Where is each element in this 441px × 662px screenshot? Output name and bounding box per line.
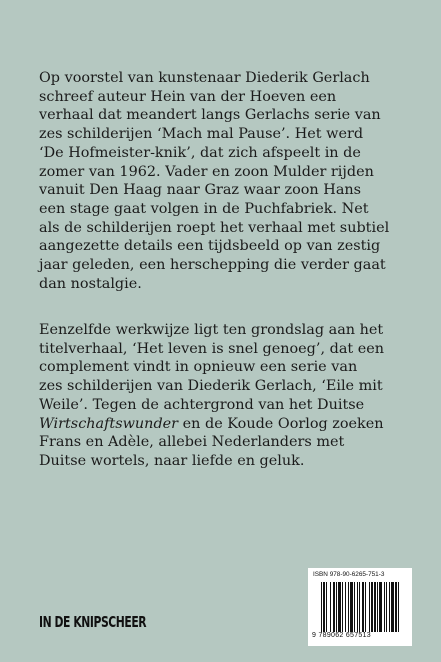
barcode-bar	[323, 582, 325, 632]
barcode-bar	[377, 582, 378, 632]
text-line: ‘De Hofmeister-knik’, dat zich afspeelt in de	[39, 144, 361, 161]
text-line: aangezette details een tijdsbeeld op van zestig	[39, 238, 381, 255]
publisher-logo: IN DE KNIPSCHEER	[39, 613, 147, 631]
text-line: zomer van 1962. Vader en zoon Mulder rijden	[39, 163, 374, 180]
text-segment: en de Koude Oorlog zoeken	[178, 415, 384, 432]
barcode-bar	[348, 582, 349, 632]
text-line: Frans en Adèle, allebei Nederlanders met	[39, 434, 345, 451]
barcode-bar	[365, 582, 366, 632]
barcode-bar	[379, 582, 382, 632]
text-line: schreef auteur Hein van der Hoeven een	[39, 88, 337, 105]
isbn-number: ISBN 978-90-6265-751-3	[313, 571, 385, 578]
barcode-digits: 9 789062 657513	[312, 632, 371, 639]
barcode-bar	[398, 582, 399, 632]
text-line: complement vindt in opnieuw een serie van	[39, 359, 358, 376]
barcode-bar	[350, 582, 353, 632]
barcode-bar	[336, 582, 337, 632]
text-line: Eenzelfde werkwijze ligt ten grondslag aan het	[39, 322, 384, 338]
barcode-bar	[326, 582, 327, 632]
barcode-bars	[321, 582, 407, 632]
barcode-bar	[389, 582, 390, 632]
barcode-bar	[374, 582, 376, 632]
barcode-bar	[395, 582, 397, 632]
barcode-bar	[342, 582, 343, 632]
barcode-bar	[357, 582, 358, 632]
barcode-bar	[371, 582, 373, 632]
text-line	[39, 415, 411, 434]
barcode-bar	[338, 582, 341, 632]
barcode-bar	[359, 582, 360, 632]
barcode-bar	[362, 582, 364, 632]
barcode-bar	[345, 582, 346, 632]
barcode-bar	[391, 582, 394, 632]
barcode-bar	[384, 582, 385, 632]
text-line: Duitse wortels, naar liefde en geluk.	[39, 452, 305, 469]
text-line: vanuit Den Haag naar Graz waar zoon Hans	[39, 182, 362, 199]
text-line: Op voorstel van kunstenaar Diederik Gerlach	[39, 70, 370, 86]
text-line: als de schilderijen roept het verhaal met subtiel	[39, 219, 390, 236]
text-line: dan nostalgie.	[39, 275, 142, 292]
text-line: jaar geleden, een herschepping die verder gaat	[39, 257, 386, 274]
text-line: zes schilderijen ‘Mach mal Pause’. Het werd	[39, 126, 364, 143]
text-line: Weile’. Tegen de achtergrond van het Duitse	[39, 396, 365, 413]
barcode-bar	[369, 582, 370, 632]
text-line: een stage gaat volgen in de Puchfabriek. Net	[39, 200, 369, 217]
barcode-bar	[354, 582, 355, 632]
text-line: zes schilderijen van Diederik Gerlach, ‘Eile mit	[39, 378, 383, 395]
text-line: verhaal dat meandert langs Gerlachs serie van	[39, 107, 381, 124]
barcode-bar	[333, 582, 335, 632]
blurb-paragraph-1	[39, 69, 411, 293]
italic-term: Wirtschaftswunder	[39, 415, 179, 432]
isbn-barcode	[308, 568, 412, 646]
barcode-bar	[330, 582, 331, 632]
text-line: titelverhaal, ‘Het leven is snel genoeg’, dat een	[39, 340, 385, 357]
barcode-bar	[386, 582, 387, 632]
barcode-bar	[321, 582, 322, 632]
blurb-paragraph-2	[39, 321, 411, 471]
